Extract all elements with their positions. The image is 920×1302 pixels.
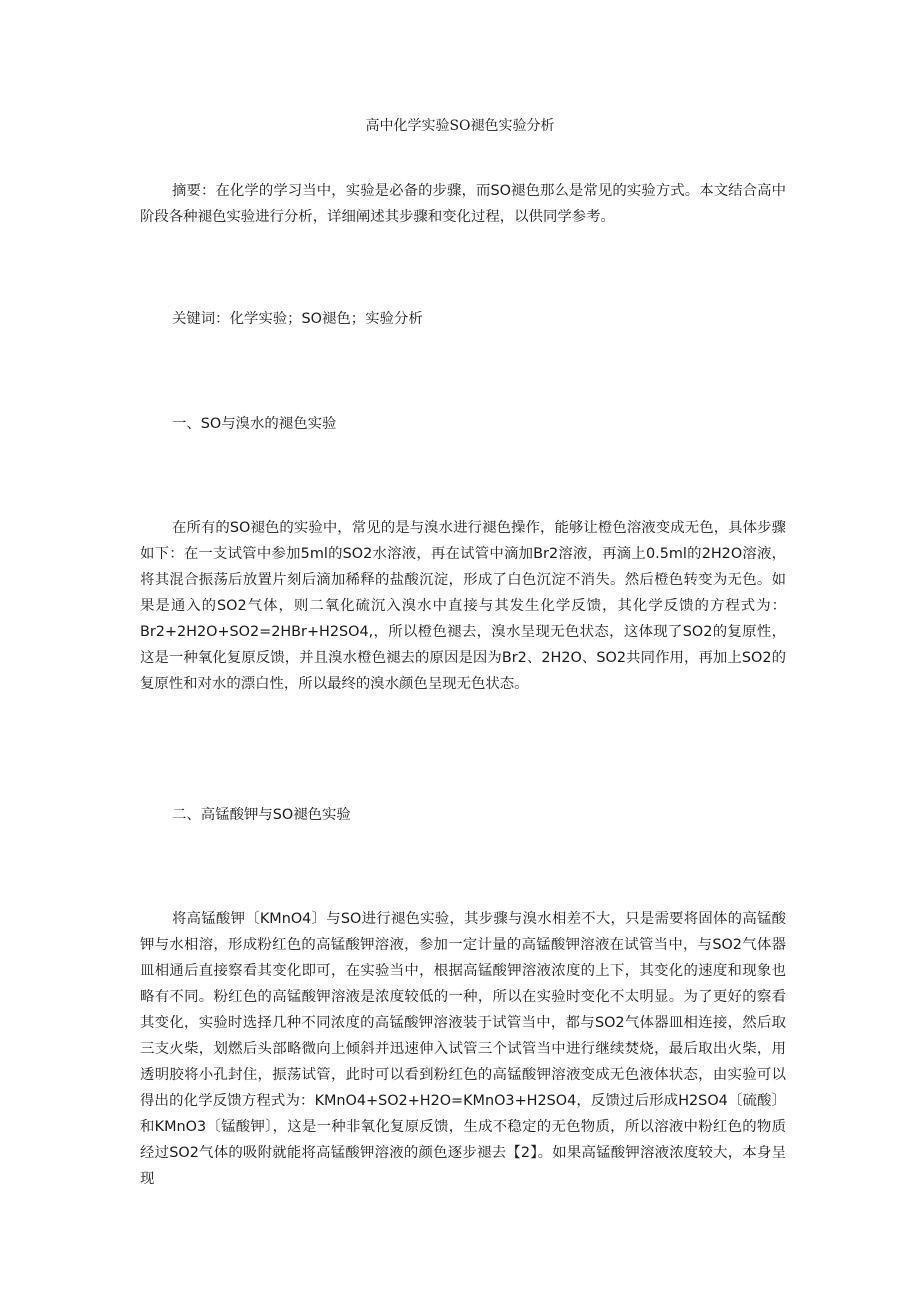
section-2-heading: 二、高锰酸钾与SO褪色实验 — [172, 807, 351, 823]
section-1-paragraph: 在所有的SO褪色的实验中，常见的是与溴水进行褪色操作，能够让橙色溶液变成无色，具体步骤如下：在一支试管中参加5ml的SO2水溶液，再在试管中滴加Br2溶液，再滴上0.5ml的2H2O溶液，将其混合振荡后放置片刻后滴加稀释的盐酸沉淀，形成了白色沉淀不消失。然后橙色转变为无色。如果是通入的SO2气体，则二氧化硫沉入溴水中直接与其发生化学反馈，其化学反馈的方程式为：Br2+2H2O+SO2=2HBr+H2SO4,，所以橙色褪去，溴水呈现无色状态，这体现了SO2的复原性，这是一种氧化复原反馈，并且溴水橙色褪去的原因是因为Br2、2H2O、SO2共同作用，再加上SO2的复原性和对水的漂白性，所以最终的溴水颜色呈现无色状态。 — [140, 520, 786, 692]
document-title: 高中化学实验SO褪色实验分析 — [365, 118, 555, 134]
section-2-paragraph: 将高锰酸钾〔KMnO4〕与SO进行褪色实验，其步骤与溴水相差不大，只是需要将固体的高锰酸钾与水相溶，形成粉红色的高锰酸钾溶液，参加一定计量的高锰酸钾溶液在试管当中，与SO2气体器皿相通后直接察看其变化即可，在实验当中，根据高锰酸钾溶液浓度的上下，其变化的速度和现象也略有不同。粉红色的高锰酸钾溶液是浓度较低的一种，所以在实验时变化不太明显。为了更好的察看其变化，实验时选择几种不同浓度的高锰酸钾溶液装于试管当中，都与SO2气体器皿相连接，然后取三支火柴，划燃后头部略微向上倾斜并迅速伸入试管三个试管当中进行继续焚烧，最后取出火柴，用透明胶将小孔封住，振荡试管，此时可以看到粉红色的高锰酸钾溶液变成无色液体状态，由实验可以得出的化学反馈方程式为：KMnO4+SO2+H2O=KMnO3+H2SO4，反馈过后形成H2SO4〔硫酸〕和KMnO3〔锰酸钾〕，这是一种非氧化复原反馈，生成不稳定的无色物质，所以溶液中粉红色的物质经过SO2气体的吸附就能将高锰酸钾溶液的颜色逐步褪去【2】。如果高锰酸钾溶液浓度较大，本身呈现 — [140, 911, 786, 1187]
section-1-heading: 一、SO与溴水的褪色实验 — [172, 416, 337, 432]
abstract-paragraph: 摘要：在化学的学习当中，实验是必备的步骤，而SO褪色那么是常见的实验方式。本文结合高中阶段各种褪色实验进行分析，详细阐述其步骤和变化过程，以供同学参考。 — [140, 183, 786, 225]
keywords-line: 关键词：化学实验；SO褪色；实验分析 — [172, 311, 423, 327]
